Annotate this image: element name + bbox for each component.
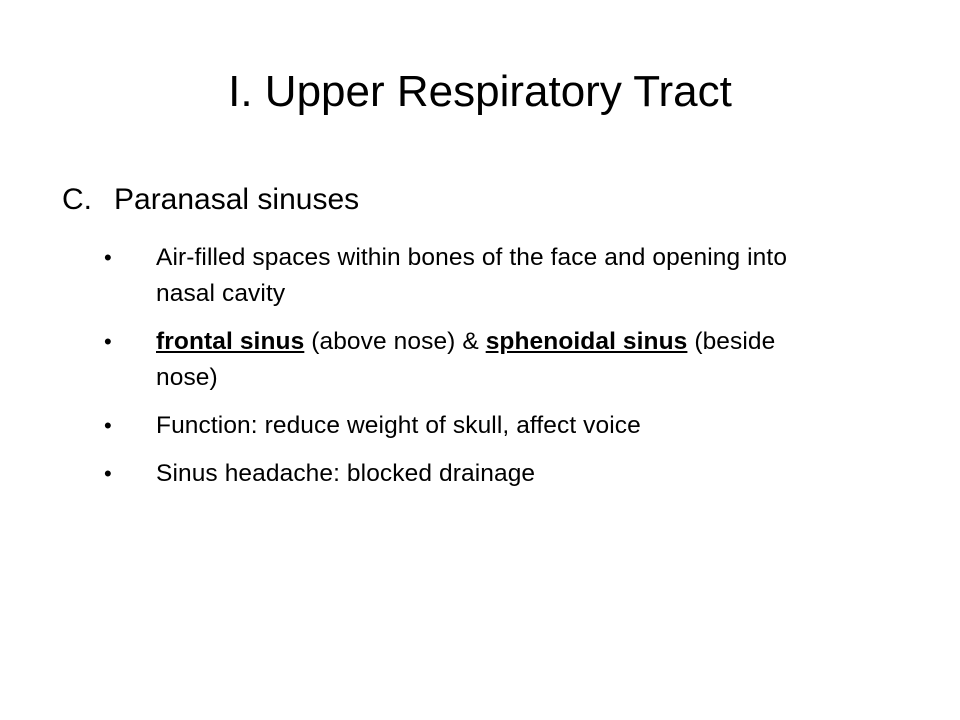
bullet-icon: • bbox=[104, 461, 112, 486]
bullet-text: Function: reduce weight of skull, affect voice bbox=[156, 412, 641, 439]
bullet-item bbox=[104, 324, 844, 396]
bullet-text bbox=[156, 324, 844, 396]
bullet-text: Air-filled spaces within bones of the face and opening into nasal cavity bbox=[156, 244, 788, 307]
slide-title: I. Upper Respiratory Tract bbox=[228, 67, 732, 116]
term-frontal-sinus: frontal sinus bbox=[156, 328, 305, 355]
bullet-text-part: (above nose) & bbox=[304, 328, 486, 355]
bullet-icon: • bbox=[104, 413, 112, 438]
bullet-list bbox=[104, 240, 844, 504]
bullet-item bbox=[104, 408, 844, 444]
bullet-text-part: (beside nose) bbox=[156, 328, 776, 391]
bullet-item bbox=[104, 240, 844, 312]
bullet-item bbox=[104, 456, 844, 492]
term-sphenoidal-sinus: sphenoidal sinus bbox=[485, 328, 688, 355]
bullet-text: Sinus headache: blocked drainage bbox=[156, 460, 536, 487]
section-heading-text: Paranasal sinuses bbox=[114, 183, 360, 216]
section-marker: C. bbox=[62, 183, 92, 216]
bullet-icon: • bbox=[104, 329, 112, 354]
section-heading bbox=[62, 178, 359, 222]
bullet-icon: • bbox=[104, 245, 112, 270]
